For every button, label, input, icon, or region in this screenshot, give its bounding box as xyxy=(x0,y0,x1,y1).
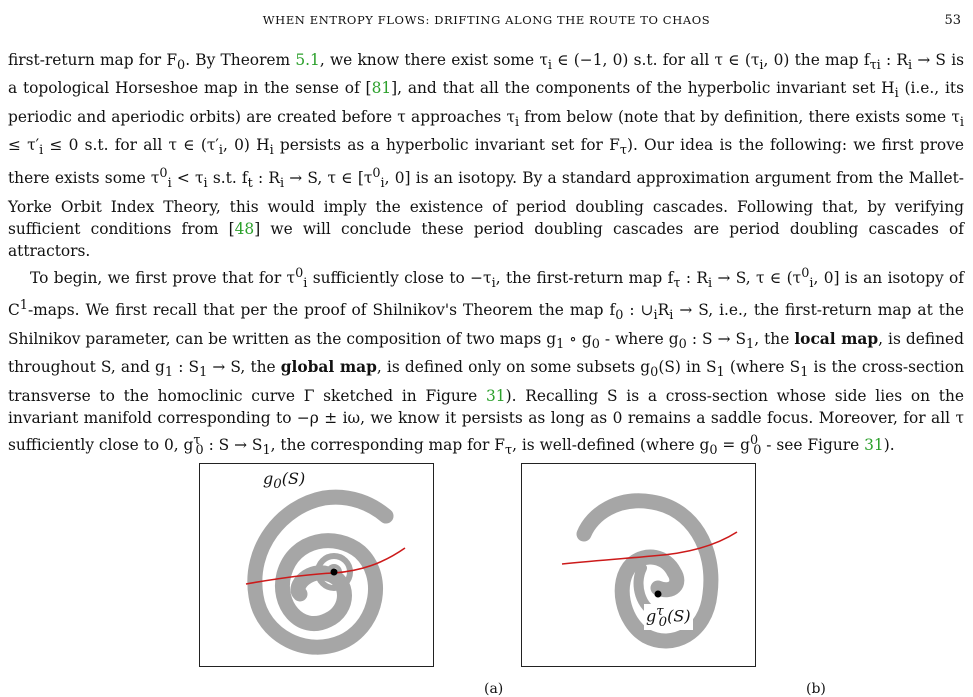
theorem-link[interactable]: 5.1 xyxy=(295,51,320,69)
running-head xyxy=(0,13,973,33)
fixed-point-dot xyxy=(655,591,662,598)
bold-global-map: global map xyxy=(280,358,377,377)
running-title: WHEN ENTROPY FLOWS: DRIFTING ALONG THE ROUTE TO CHAOS xyxy=(262,13,711,27)
citation-81-link[interactable]: 81 xyxy=(371,79,392,98)
paragraph-2: To begin, we first prove that for $\tau^0_i$ sufficiently close to $-\tau_i$, the first-return map $f_\tau$ : $R_i \to S$, τ ∈ ($\tau^0_i$, 0] is an isotopy of $C^1$-maps. We first recall that per the proof of Shilnikov's Theorem the map $f_0$ : $\cup_iR_i \to S$, i.e., the first-return map at the Shilnikov parameter, can be written as the composition of two maps $g_1$ ∘ $g_0$ - where $g_0$ : $S \to S_1$, the local map, is defined throughout S, and $g_1$ : $S_1 \to S$, the global map, is defined only on some subsets $g_0(S)$ in $S_1$ (where $S_1$ is the cross-section transverse to the homoclinic curve Γ sketched in Figure 31). Recalling S is a cross-section whose side lies on the invariant manifold corresponding to −ρ ± iω, we know it persists as long as 0 remains a saddle focus. Moreover, for all τ sufficiently close to 0, $g^\tau_0$ : $S \to S_1$, the corresponding map for $F_\tau$, is well-defined (where $g_0 = g^0_0$ - see Figure 31). xyxy=(8,265,965,458)
citation-48-link[interactable]: 48 xyxy=(234,219,255,238)
figure-31-link-2[interactable]: 31 xyxy=(864,435,884,454)
fixed-point-dot xyxy=(331,569,338,576)
figure-panel-left xyxy=(199,463,434,667)
spiral-diagram-left xyxy=(200,464,433,666)
caption-b: (b) xyxy=(806,681,826,697)
figure-31-link[interactable]: 31 xyxy=(486,386,506,405)
page-number: 53 xyxy=(944,13,961,28)
figure-panel-right xyxy=(521,463,756,667)
label-g0-S: $g_0(S)$ xyxy=(263,469,306,493)
body-text xyxy=(8,49,964,462)
bold-local-map: local map xyxy=(794,329,879,348)
spiral-diagram-right xyxy=(522,464,755,666)
label-g0tau-S: $g^\tau_0(S)$ xyxy=(646,604,691,630)
figure xyxy=(0,463,973,696)
caption-a: (a) xyxy=(484,681,504,697)
paragraph-1: first-return map for $F_0$. By Theorem 5.1, we know there exist some $\tau_i$ ∈ (−1, 0) s.t. for all τ ∈ ($\tau_i$, 0) the map $f_{\tau i}$ : $R_i \to S$ is a topological Horseshoe map in the sense of [81], and that all the components of the hyperbolic invariant set $H_i$ (i.e., its periodic and aperiodic orbits) are created before τ approaches $\tau_i$ from below (note that by definition, there exists some $\tau_i \le \tau'_i \le 0$ s.t. for all τ ∈ ($\tau'_i$, 0) $H_i$ persists as a hyperbolic invariant set for $F_\tau$). Our idea is the following: we first prove there exists some $\tau^0_i < \tau_i$ s.t. $f_t$ : $R_i \to S$, τ ∈ [$\tau^0_i$, 0] is an isotopy. By a standard approximation argument from the Mallet-Yorke Orbit Index Theory, this would imply the existence of period doubling cascades. Following that, by verifying sufficient conditions from [48] we will conclude these period doubling cascades are period doubling cascades of attractors. xyxy=(8,51,965,261)
